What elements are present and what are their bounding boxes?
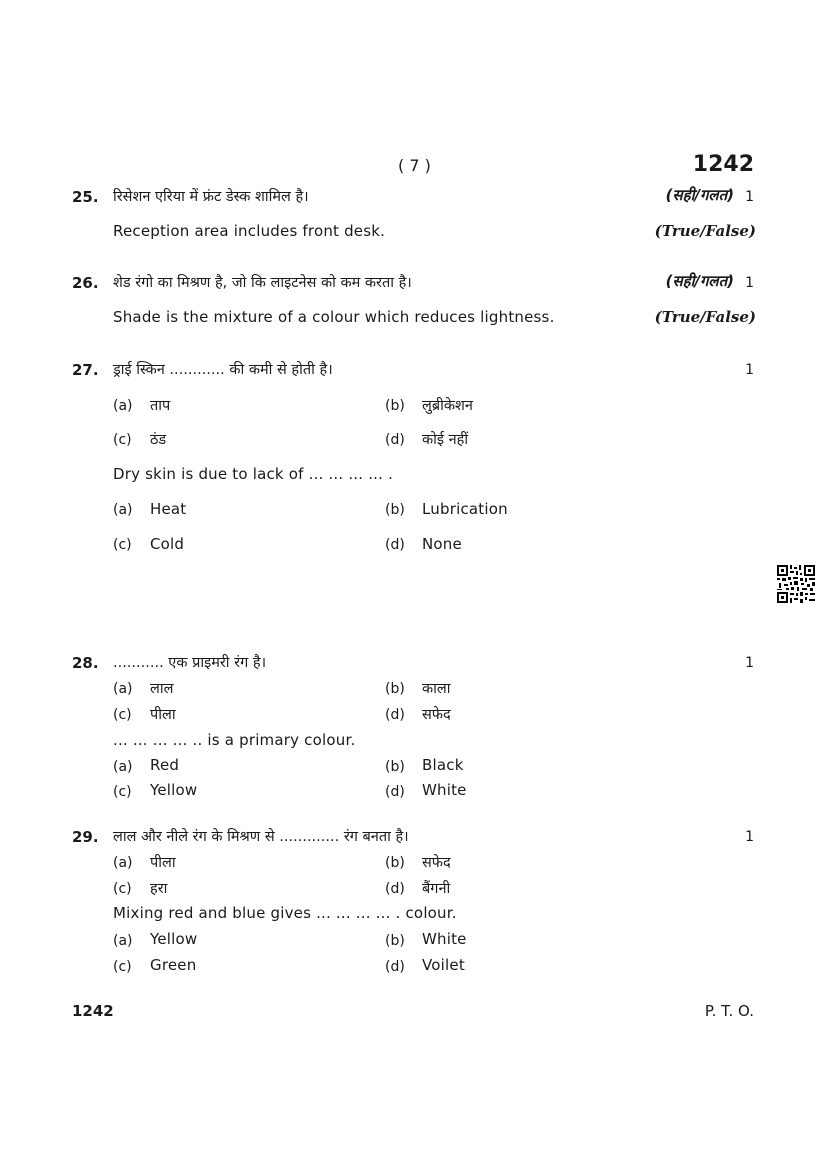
question-29-marks: 1: [745, 829, 754, 845]
option-letter: (c): [113, 432, 132, 448]
question-27-english: Dry skin is due to lack of ... ... ... ... .: [113, 465, 394, 483]
question-26-hindi-true-false: (सही/गलत): [665, 272, 734, 290]
option-text: पीला: [150, 855, 176, 871]
option-letter: (a): [113, 398, 133, 414]
option-text: Yellow: [150, 930, 198, 948]
option-text: Green: [150, 956, 197, 974]
question-25-english-true-false: (True/False): [654, 222, 756, 240]
question-26-english: Shade is the mixture of a colour which reduces lightness.: [113, 308, 555, 326]
option-text: Heat: [150, 500, 187, 518]
question-27-number: 27.: [72, 361, 99, 379]
option-text: Voilet: [422, 956, 465, 974]
option-letter: (b): [385, 398, 405, 414]
question-29-hindi: लाल और नीले रंग के मिश्रण से ............. रंग बनता है।: [113, 829, 409, 845]
option-text: सफेद: [422, 707, 451, 723]
option-text: बैंगनी: [422, 881, 451, 897]
question-25-marks: 1: [745, 189, 754, 205]
question-28-english: ... ... ... ... .. is a primary colour.: [113, 731, 356, 749]
option-text: कोई नहीं: [422, 432, 469, 448]
option-letter: (c): [113, 959, 132, 975]
option-letter: (a): [113, 502, 133, 518]
option-text: White: [422, 781, 467, 799]
option-letter: (c): [113, 537, 132, 553]
qr-code-icon: [777, 565, 815, 603]
question-25-english: Reception area includes front desk.: [113, 222, 386, 240]
question-28-number: 28.: [72, 654, 99, 672]
option-text: ठंड: [150, 432, 167, 448]
option-text: सफेद: [422, 855, 451, 871]
page-number: ( 7 ): [398, 156, 431, 175]
option-text: हरा: [150, 881, 168, 897]
option-letter: (b): [385, 933, 405, 949]
option-letter: (b): [385, 759, 405, 775]
please-turn-over: P. T. O.: [704, 1002, 754, 1020]
question-25-number: 25.: [72, 188, 99, 206]
question-25-hindi: रिसेशन एरिया में फ्रंट डेस्क शामिल है।: [113, 189, 309, 205]
option-text: Lubrication: [422, 500, 508, 518]
question-29-number: 29.: [72, 828, 99, 846]
option-letter: (a): [113, 933, 133, 949]
option-letter: (a): [113, 759, 133, 775]
option-letter: (d): [385, 432, 405, 448]
option-letter: (d): [385, 881, 405, 897]
option-text: पीला: [150, 707, 176, 723]
question-26-number: 26.: [72, 274, 99, 292]
question-26-english-true-false: (True/False): [654, 308, 756, 326]
option-letter: (d): [385, 707, 405, 723]
option-text: लुब्रीकेशन: [422, 398, 473, 414]
option-letter: (c): [113, 784, 132, 800]
option-text: Cold: [150, 535, 185, 553]
question-27-marks: 1: [745, 362, 754, 378]
option-letter: (a): [113, 681, 133, 697]
question-25-hindi-true-false: (सही/गलत): [665, 186, 734, 204]
option-letter: (d): [385, 959, 405, 975]
option-letter: (c): [113, 707, 132, 723]
option-letter: (b): [385, 681, 405, 697]
question-29-english: Mixing red and blue gives ... ... ... ... . colour.: [113, 904, 457, 922]
question-28-marks: 1: [745, 655, 754, 671]
option-letter: (b): [385, 502, 405, 518]
question-26-marks: 1: [745, 275, 754, 291]
option-text: White: [422, 930, 467, 948]
paper-code-footer: 1242: [72, 1002, 114, 1020]
question-27-hindi: ड्राई स्किन ............ की कमी से होती है।: [113, 362, 333, 378]
option-text: ताप: [150, 398, 171, 414]
option-letter: (b): [385, 855, 405, 871]
option-letter: (d): [385, 784, 405, 800]
option-letter: (d): [385, 537, 405, 553]
question-26-hindi: शेड रंगो का मिश्रण है, जो कि लाइटनेस को कम करता है।: [113, 275, 412, 291]
question-28-hindi: ........... एक प्राइमरी रंग है।: [113, 655, 267, 671]
option-text: Black: [422, 756, 464, 774]
option-text: Red: [150, 756, 180, 774]
option-text: लाल: [150, 681, 174, 697]
paper-code-header: 1242: [692, 152, 754, 177]
option-letter: (c): [113, 881, 132, 897]
option-text: काला: [422, 681, 451, 697]
option-letter: (a): [113, 855, 133, 871]
option-text: None: [422, 535, 462, 553]
option-text: Yellow: [150, 781, 198, 799]
